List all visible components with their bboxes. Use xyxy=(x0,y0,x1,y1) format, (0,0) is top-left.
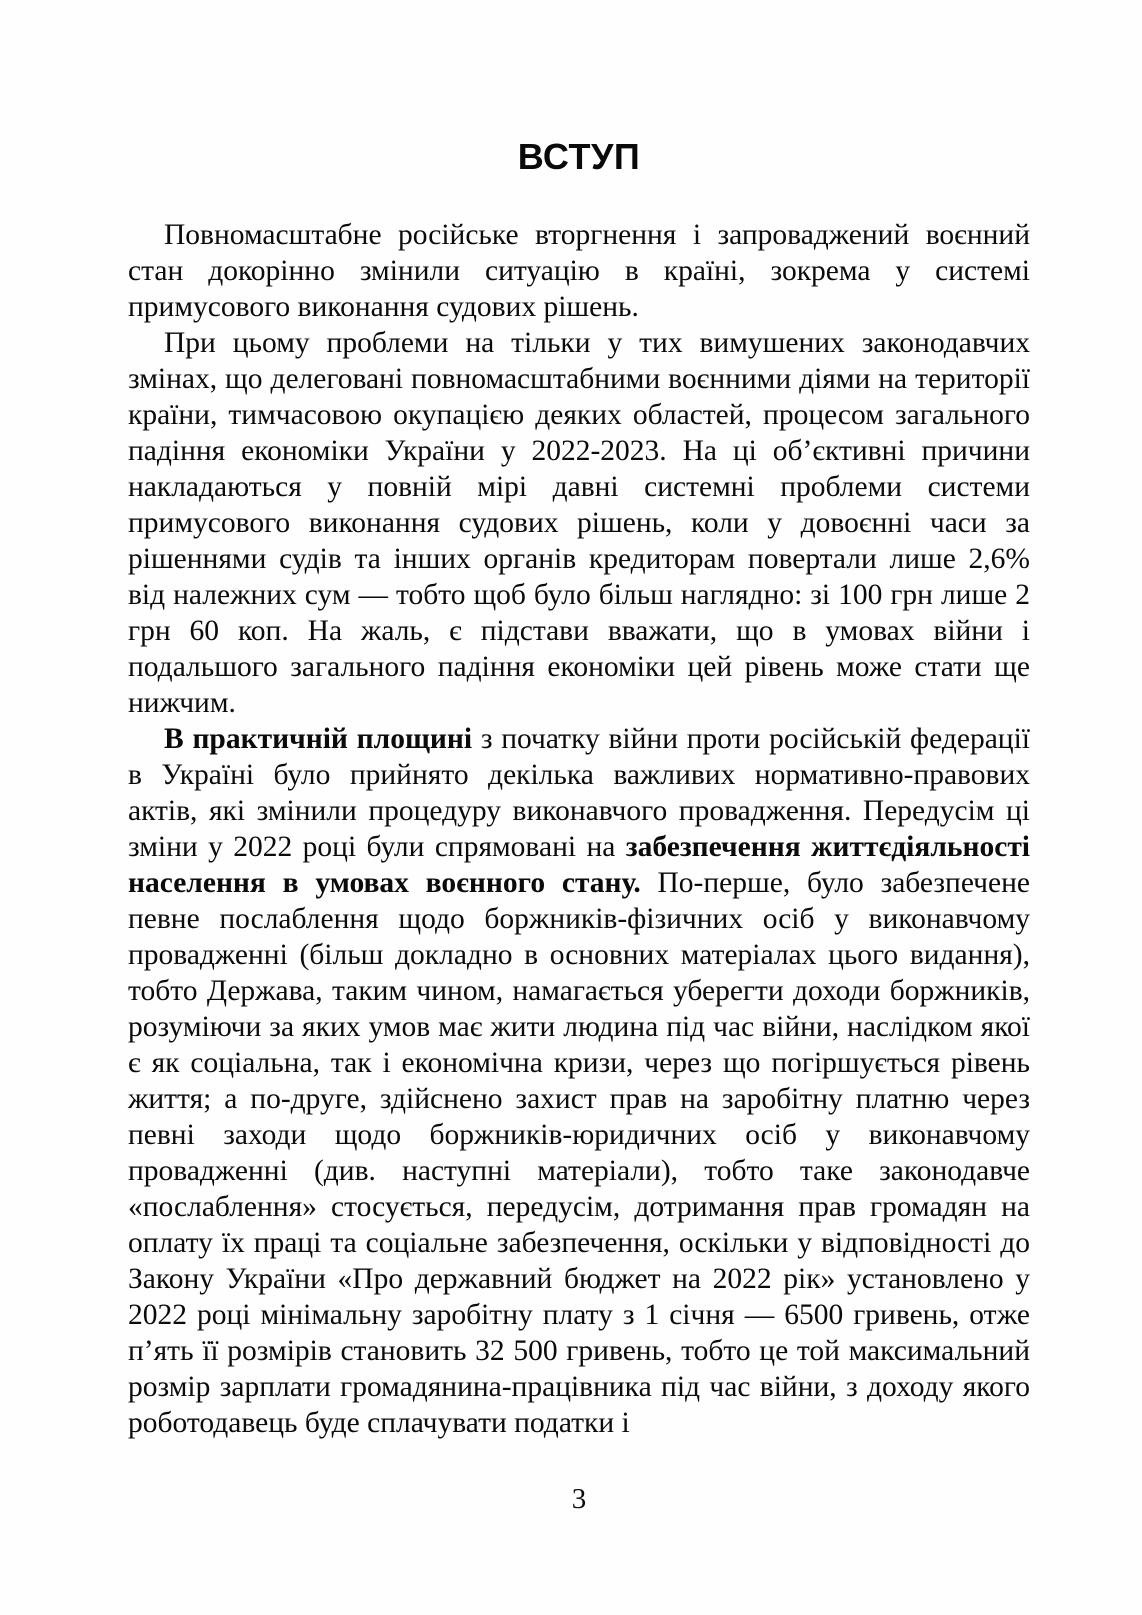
text-run: При цьому проблеми на тільки у тих вимушених законодавчих змінах, що делеговані повномасштабними воєнними діями на території країни, тимчасовою окупацією деяких областей, процесом загального падіння економіки України у 2022-2023. На ці об’єктивні причини накладаються у повній мірі давні системні проблеми системи примусового виконання судових рішень, коли у довоєнні часи за рішеннями судів та інших органів кредиторам повертали лише 2,6% від належних сум — тобто щоб було більш наглядно: зі 100 грн лише 2 грн 60 коп. На жаль, є підстави вважати, що в умовах війни і подальшого загального падіння економіки цей рівень може стати ще нижчим. xyxy=(128,327,1030,719)
paragraph xyxy=(128,721,1030,1441)
text-run: з початку війни проти російській федерації в Україні було прийнято декілька важливих нормативно-правових актів, які змінили процедуру виконавчого провадження. Передусім ці зміни у 2022 році були спрямовані на xyxy=(128,723,1030,863)
page-number: 3 xyxy=(571,1483,587,1515)
paragraph xyxy=(128,217,1030,325)
text-run: По-перше, було забезпечене певне послаблення щодо боржників-фізичних осіб у виконавчому провадженні (більш докладно в основних матеріалах цього видання), тобто Держава, таким чином, намагається уберегти доходи боржників, розуміючи за яких умов має жити людина під час війни, наслідком якої є як соціальна, так і економічна кризи, через що погіршується рівень життя; а по-друге, здійснено захист прав на заробітну платню через певні заходи щодо боржників-юридичних осіб у виконавчому провадженні (див. наступні матеріали), тобто таке законодавче «послаблення» стосується, передусім, дотримання прав громадян на оплату їх праці та соціальне забезпечення, оскільки у відповідності до Закону України «Про державний бюджет на 2022 рік» установлено у 2022 році мінімальну заробітну плату з 1 січня — 6500 гривень, отже п’ять її розмірів становить 32 500 гривень, тобто це той максимальний розмір зарплати громадянина-працівника під час війни, з доходу якого роботодавець буде сплачувати податки і xyxy=(128,867,1030,1439)
page-title: ВСТУП xyxy=(517,136,641,177)
bold-text-run: В практичній площині xyxy=(164,723,473,755)
body-paragraphs xyxy=(128,217,1030,1441)
paragraph xyxy=(128,325,1030,721)
bold-text-run: забезпечення життєдіяльності населення в умовах воєнного стану. xyxy=(128,831,1031,899)
text-run: Повномасштабне російське вторгнення і запроваджений воєнний стан докорінно змінили ситуацію в країні, зокрема у системі примусового виконання судових рішень. xyxy=(128,219,1030,323)
